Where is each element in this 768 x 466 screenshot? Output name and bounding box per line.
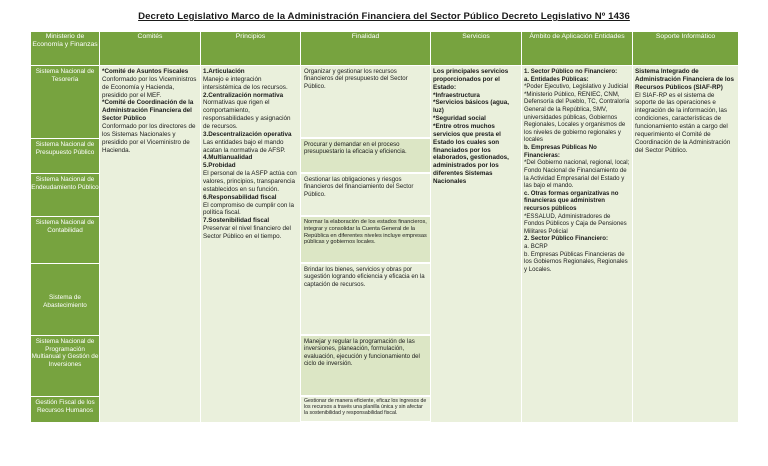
soporte-title: Sistema Integrado de Administración Financiera de los Recursos Públicos (SIAF-RP) [635, 68, 735, 91]
principio-title: 7.Sostenibilidad fiscal [203, 217, 270, 225]
comite-asuntos-fiscales-text: Conformado por los Viceministros de Economía y Hacienda, presidido por el MEF. [102, 75, 197, 99]
principio-title: 4.Multianualidad [203, 154, 253, 162]
servicio-item: *Servicios básicos (agua, luz) [433, 99, 509, 115]
comite-asuntos-fiscales-title: *Comité de Asuntos Fiscales [102, 68, 189, 75]
principio-title: 1.Articulación [203, 68, 245, 75]
servicios-cell [431, 66, 521, 422]
ambito-heading: a. Entidades Públicas: [524, 75, 589, 83]
principio-title: 2.Centralización normativa [203, 91, 284, 99]
finalidad-tesoreria: Organizar y gestionar los recursos financieros del presupuesto del Sector Público. [301, 66, 430, 138]
principio-text: Las entidades bajo el mando acatan la normativa de AFSP. [203, 138, 286, 154]
finalidad-recursos-humanos: Gestionar de manera eficiente, eficaz los ingresos de los recursos a través una planilla única y sin afectar la sostenibilidad y responsabilidad fiscal. [301, 397, 430, 422]
ambito-text: *Del Gobierno nacional, regional, local; Fondo Nacional de Financiamiento de la Actividad Empresarial del Estado y las bajo el mando. [524, 159, 630, 190]
document-title: Decreto Legislativo Marco de la Administración Financiera del Sector Público Decreto Legislativo Nº 1436 [138, 11, 630, 22]
sistema-abastecimiento: Sistema de Abastecimiento [31, 264, 99, 335]
principio-text: El compromiso de cumplir con la política fiscal. [203, 201, 294, 217]
ambito-heading: b. Empresas Públicas No Financieras: [524, 144, 597, 159]
ambito-heading: 1. Sector Público no Financiero: [524, 68, 618, 75]
sistema-presupuesto: Sistema Nacional de Presupuesto Público [31, 139, 99, 173]
servicios-intro: Los principales servicios proporcionados por el Estado: [433, 68, 509, 91]
principio-title: 5.Probidad [203, 162, 236, 170]
finalidad-endeudamiento: Gestionar las obligaciones y riesgos financieros del financiamiento del Sector Público. [301, 174, 430, 216]
header-finalidad: Finalidad [301, 32, 430, 65]
finalidad-presupuesto: Procurar y demandar en el proceso presupuestario la eficacia y eficiencia. [301, 139, 430, 173]
ambito-text: b. Empresas Públicas Financieras de los Gobiernos Regionales, Regionales y Locales. [524, 250, 628, 273]
finalidad-inversiones: Manejar y regular la programación de las inversiones, planeación, formulación, evaluación, ejecución y funcionamiento del ciclo de inversión. [301, 336, 430, 396]
ambito-text: a. BCRP [524, 243, 548, 251]
sistema-tesoreria: Sistema Nacional de Tesorería [31, 66, 99, 138]
ambito-text: *Ministerio Público, RENIEC, CNM, Defensoría del Pueblo, TC, Contraloría General de la República, SMV, universidades públicas, Gobiernos Regionales, Locales y organismos de los niveles de gobierno regionales y locales [524, 90, 630, 144]
principio-text: Preservar el nivel financiero del Sector Público en el tiempo. [203, 225, 291, 241]
ambito-cell [522, 66, 632, 422]
principio-text: El personal de la ASFP actúa con valores, principios, transparencia establecidos en su función. [203, 170, 297, 193]
header-ministerio: Ministerio de Economía y Finanzas [31, 32, 99, 65]
comites-cell [100, 66, 200, 422]
ambito-heading: 2. Sector Público Financiero: [524, 235, 608, 243]
header-principios: Principios [201, 32, 300, 65]
servicio-item: *Seguridad social [433, 115, 486, 123]
ambito-text: *Poder Ejecutivo, Legislativo y Judicial [524, 83, 628, 91]
finalidad-contabilidad: Normar la elaboración de los estados financieros, integrar y consolidar la Cuenta General de la República en diferentes niveles incluye empresas públicas y gobiernos locales. [301, 217, 430, 263]
sistema-contabilidad: Sistema Nacional de Contabilidad [31, 217, 99, 263]
header-ambito: Ámbito de Aplicación Entidades [522, 32, 632, 65]
header-servicios: Servicios [431, 32, 521, 65]
soporte-text: El SIAF-RP es el sistema de soporte de las operaciones e integración de la información, las condiciones, características de funcionamiento están a cargo del requerimiento el Comité de Coordinación de la Administración del Sector Público. [635, 91, 731, 154]
summary-table [31, 32, 738, 422]
principios-cell [201, 66, 300, 422]
servicio-item: *Infraestructura [433, 91, 480, 99]
ambito-heading: c. Otras formas organizativas no financieras que administren recursos públicos [524, 189, 619, 212]
principio-text: Manejo e integración intersistémica de los recursos. [203, 75, 288, 91]
header-comites: Comités [100, 32, 200, 65]
servicio-item: *Entre otros muchos servicios que presta el Estado los cuales son financiados por los elaborados, gestionados, administrados por los diferentes Sistemas Nacionales [433, 123, 509, 186]
comite-coordinacion-text: Conformado por los directores de los Sistemas Nacionales y presidido por el Viceministro de Hacienda. [102, 123, 196, 154]
principio-text: Normativas que rigen el comportamiento, responsabilidades y asignación de recursos. [203, 99, 291, 131]
comite-coordinacion-title: *Comité de Coordinación de la Administración Financiera del Sector Público [102, 99, 194, 123]
soporte-cell [633, 66, 738, 422]
ambito-text: *ESSALUD, Administradores de Fondos Públicos y Caja de Pensiones Militares Policial [524, 212, 627, 235]
principio-title: 3.Descentralización operativa [203, 130, 292, 138]
sistema-inversiones: Sistema Nacional de Programación Multianual y Gestión de Inversiones [31, 336, 99, 396]
principio-title: 6.Responsabilidad fiscal [203, 193, 277, 201]
header-soporte: Soporte Informático [633, 32, 738, 65]
sistema-endeudamiento: Sistema Nacional de Endeudamiento Público [31, 174, 99, 216]
sistema-recursos-humanos: Gestión Fiscal de los Recursos Humanos [31, 397, 99, 422]
finalidad-abastecimiento: Brindar los bienes, servicios y obras por sugestión logrando eficiencia y eficacia en la captación de recursos. [301, 264, 430, 335]
